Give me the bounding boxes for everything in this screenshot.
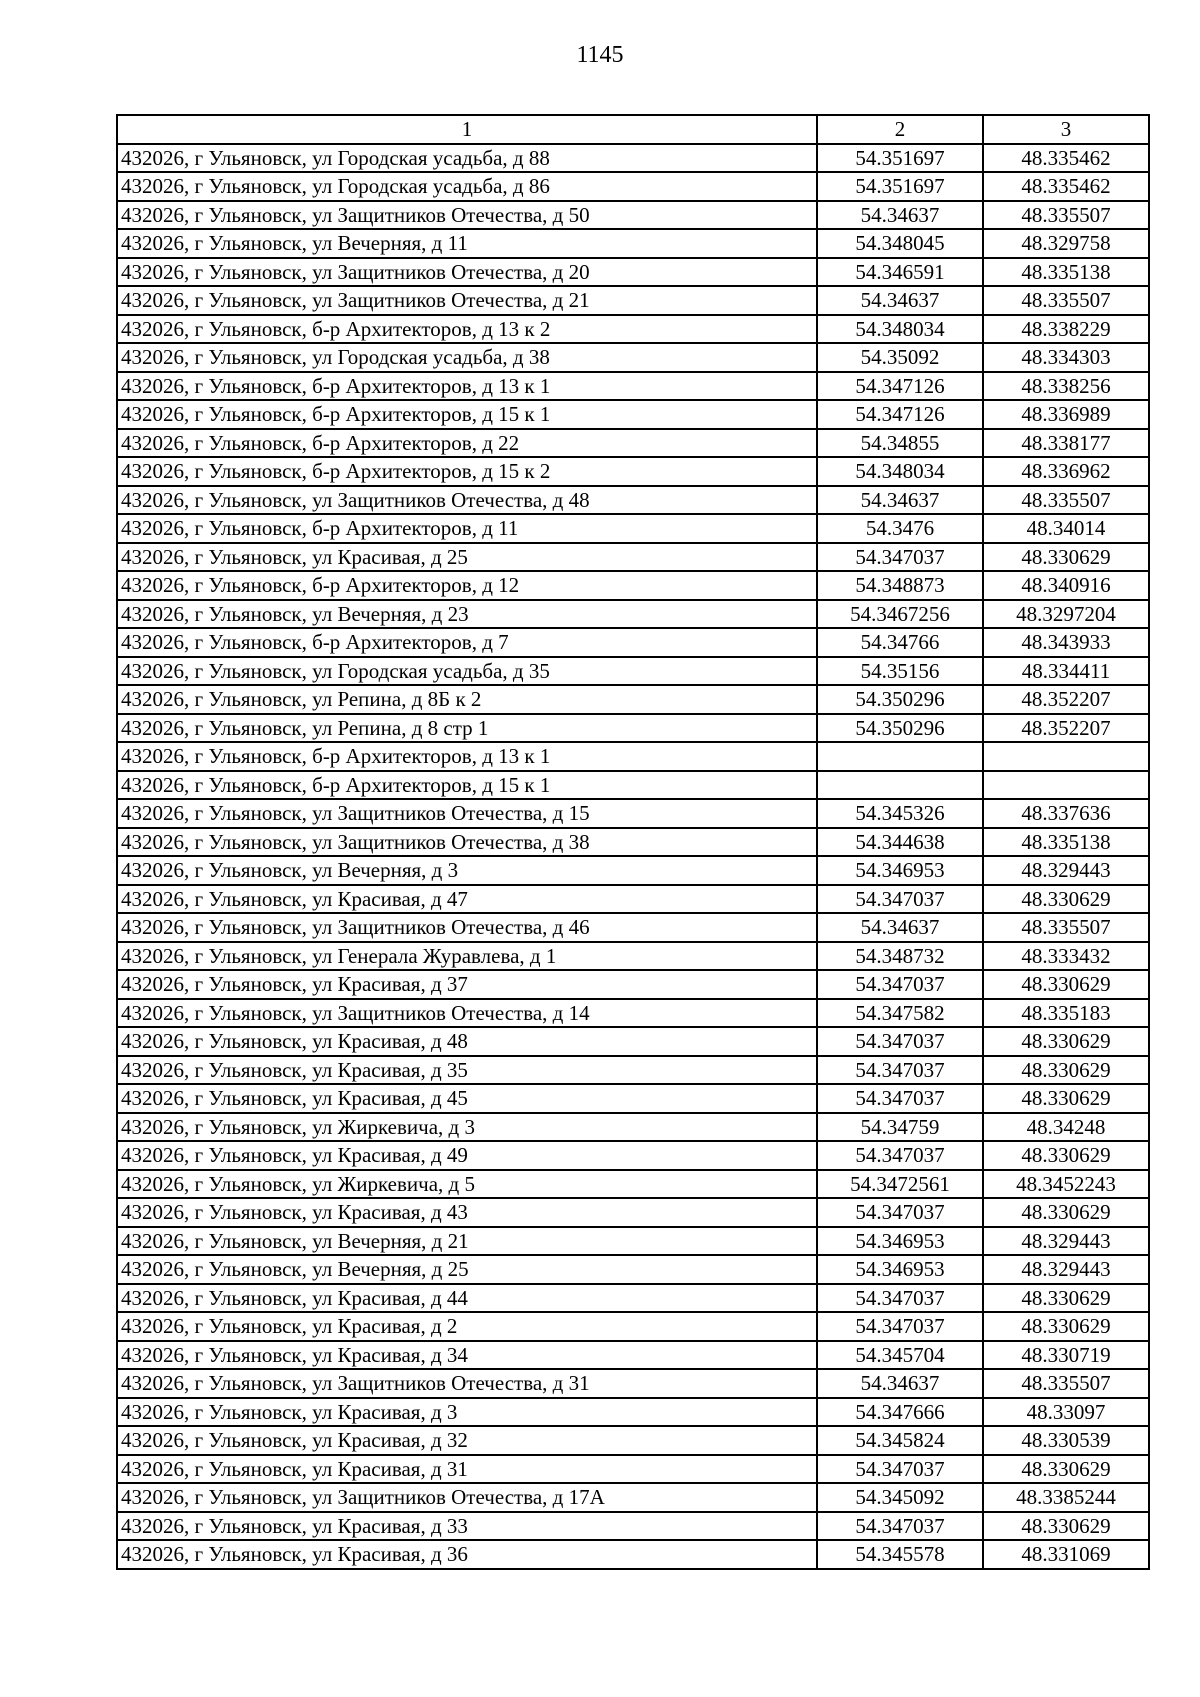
- table-row: [117, 486, 1149, 515]
- address-cell: 432026, г Ульяновск, ул Защитников Отечества, д 15: [117, 799, 817, 828]
- longitude-cell: 48.330539: [983, 1426, 1149, 1455]
- table-row: [117, 172, 1149, 201]
- longitude-cell: 48.329758: [983, 229, 1149, 258]
- table-row: [117, 1455, 1149, 1484]
- longitude-cell: 48.335462: [983, 172, 1149, 201]
- address-cell: 432026, г Ульяновск, ул Защитников Отечества, д 17А: [117, 1483, 817, 1512]
- latitude-cell: 54.346591: [817, 258, 983, 287]
- longitude-cell: 48.336962: [983, 457, 1149, 486]
- latitude-cell: 54.348034: [817, 457, 983, 486]
- latitude-cell: 54.348732: [817, 942, 983, 971]
- table-row: [117, 1141, 1149, 1170]
- table-row: [117, 771, 1149, 800]
- address-cell: 432026, г Ульяновск, ул Красивая, д 3: [117, 1398, 817, 1427]
- table-row: [117, 1084, 1149, 1113]
- address-cell: 432026, г Ульяновск, б-р Архитекторов, д 11: [117, 514, 817, 543]
- address-cell: 432026, г Ульяновск, б-р Архитекторов, д 15 к 1: [117, 771, 817, 800]
- address-cell: 432026, г Ульяновск, б-р Архитекторов, д 13 к 2: [117, 315, 817, 344]
- longitude-cell: 48.330629: [983, 1084, 1149, 1113]
- longitude-cell: 48.330629: [983, 1455, 1149, 1484]
- address-cell: 432026, г Ульяновск, ул Защитников Отечества, д 21: [117, 286, 817, 315]
- address-cell: 432026, г Ульяновск, ул Защитников Отечества, д 31: [117, 1369, 817, 1398]
- address-cell: 432026, г Ульяновск, ул Городская усадьба, д 88: [117, 144, 817, 173]
- table-row: [117, 628, 1149, 657]
- latitude-cell: 54.347037: [817, 885, 983, 914]
- table-row: [117, 400, 1149, 429]
- longitude-cell: 48.330629: [983, 1512, 1149, 1541]
- table-row: [117, 1341, 1149, 1370]
- longitude-cell: 48.330629: [983, 1312, 1149, 1341]
- longitude-cell: 48.334411: [983, 657, 1149, 686]
- longitude-cell: 48.329443: [983, 1255, 1149, 1284]
- address-cell: 432026, г Ульяновск, б-р Архитекторов, д 15 к 1: [117, 400, 817, 429]
- longitude-cell: 48.340916: [983, 571, 1149, 600]
- address-cell: 432026, г Ульяновск, ул Красивая, д 47: [117, 885, 817, 914]
- address-cell: 432026, г Ульяновск, ул Репина, д 8 стр 1: [117, 714, 817, 743]
- table-row: [117, 543, 1149, 572]
- address-cell: 432026, г Ульяновск, ул Городская усадьба, д 86: [117, 172, 817, 201]
- longitude-cell: 48.335507: [983, 486, 1149, 515]
- longitude-cell: 48.335507: [983, 913, 1149, 942]
- address-coordinates-table: [116, 114, 1150, 1570]
- longitude-cell: 48.333432: [983, 942, 1149, 971]
- longitude-cell: 48.330629: [983, 1141, 1149, 1170]
- longitude-cell: 48.338256: [983, 372, 1149, 401]
- table-row: [117, 1512, 1149, 1541]
- address-cell: 432026, г Ульяновск, ул Защитников Отечества, д 46: [117, 913, 817, 942]
- latitude-cell: 54.350296: [817, 685, 983, 714]
- table-row: [117, 1170, 1149, 1199]
- longitude-cell: 48.330719: [983, 1341, 1149, 1370]
- address-cell: 432026, г Ульяновск, ул Вечерняя, д 3: [117, 856, 817, 885]
- latitude-cell: 54.35156: [817, 657, 983, 686]
- address-cell: 432026, г Ульяновск, ул Красивая, д 49: [117, 1141, 817, 1170]
- address-cell: 432026, г Ульяновск, ул Защитников Отечества, д 50: [117, 201, 817, 230]
- latitude-cell: 54.351697: [817, 172, 983, 201]
- latitude-cell: 54.3467256: [817, 600, 983, 629]
- table-row: [117, 828, 1149, 857]
- table-body: [117, 115, 1149, 1569]
- longitude-cell: 48.352207: [983, 685, 1149, 714]
- longitude-cell: 48.33097: [983, 1398, 1149, 1427]
- address-cell: 432026, г Ульяновск, б-р Архитекторов, д 7: [117, 628, 817, 657]
- address-cell: 432026, г Ульяновск, ул Защитников Отечества, д 14: [117, 999, 817, 1028]
- latitude-cell: 54.34637: [817, 913, 983, 942]
- latitude-cell: [817, 771, 983, 800]
- latitude-cell: 54.34637: [817, 486, 983, 515]
- address-cell: 432026, г Ульяновск, ул Красивая, д 44: [117, 1284, 817, 1313]
- address-cell: 432026, г Ульяновск, ул Защитников Отечества, д 20: [117, 258, 817, 287]
- latitude-cell: 54.347037: [817, 1084, 983, 1113]
- table-row: [117, 1227, 1149, 1256]
- longitude-cell: 48.3297204: [983, 600, 1149, 629]
- table-row: [117, 514, 1149, 543]
- latitude-cell: [817, 742, 983, 771]
- address-cell: 432026, г Ульяновск, ул Генерала Журавлева, д 1: [117, 942, 817, 971]
- table-row: [117, 1426, 1149, 1455]
- table-row: [117, 229, 1149, 258]
- table-row: [117, 1027, 1149, 1056]
- address-cell: 432026, г Ульяновск, ул Красивая, д 35: [117, 1056, 817, 1085]
- latitude-cell: 54.34759: [817, 1113, 983, 1142]
- table-row: [117, 144, 1149, 173]
- column-header-1: 1: [117, 115, 817, 144]
- longitude-cell: [983, 742, 1149, 771]
- address-cell: 432026, г Ульяновск, ул Вечерняя, д 11: [117, 229, 817, 258]
- table-row: [117, 201, 1149, 230]
- table-row: [117, 286, 1149, 315]
- table-row: [117, 856, 1149, 885]
- latitude-cell: 54.348034: [817, 315, 983, 344]
- longitude-cell: 48.34014: [983, 514, 1149, 543]
- latitude-cell: 54.35092: [817, 343, 983, 372]
- address-cell: 432026, г Ульяновск, ул Красивая, д 25: [117, 543, 817, 572]
- longitude-cell: 48.331069: [983, 1540, 1149, 1569]
- longitude-cell: 48.329443: [983, 856, 1149, 885]
- page-number: 1145: [576, 42, 624, 68]
- longitude-cell: 48.335507: [983, 1369, 1149, 1398]
- table-row: [117, 315, 1149, 344]
- latitude-cell: 54.346953: [817, 1227, 983, 1256]
- longitude-cell: 48.335462: [983, 144, 1149, 173]
- address-cell: 432026, г Ульяновск, б-р Архитекторов, д 13 к 1: [117, 372, 817, 401]
- longitude-cell: 48.337636: [983, 799, 1149, 828]
- latitude-cell: 54.3472561: [817, 1170, 983, 1199]
- longitude-cell: 48.335183: [983, 999, 1149, 1028]
- table-row: [117, 571, 1149, 600]
- address-cell: 432026, г Ульяновск, б-р Архитекторов, д 22: [117, 429, 817, 458]
- table-row: [117, 714, 1149, 743]
- table-row: [117, 1056, 1149, 1085]
- longitude-cell: 48.330629: [983, 885, 1149, 914]
- address-cell: 432026, г Ульяновск, ул Вечерняя, д 21: [117, 1227, 817, 1256]
- address-cell: 432026, г Ульяновск, ул Красивая, д 31: [117, 1455, 817, 1484]
- address-cell: 432026, г Ульяновск, б-р Архитекторов, д 12: [117, 571, 817, 600]
- table-row: [117, 600, 1149, 629]
- address-cell: 432026, г Ульяновск, ул Вечерняя, д 25: [117, 1255, 817, 1284]
- longitude-cell: 48.329443: [983, 1227, 1149, 1256]
- address-cell: 432026, г Ульяновск, ул Жиркевича, д 5: [117, 1170, 817, 1199]
- latitude-cell: 54.345326: [817, 799, 983, 828]
- table-row: [117, 970, 1149, 999]
- latitude-cell: 54.347037: [817, 1056, 983, 1085]
- latitude-cell: 54.344638: [817, 828, 983, 857]
- latitude-cell: 54.348873: [817, 571, 983, 600]
- table-header-row: [117, 115, 1149, 144]
- latitude-cell: 54.346953: [817, 856, 983, 885]
- longitude-cell: 48.34248: [983, 1113, 1149, 1142]
- longitude-cell: 48.335138: [983, 828, 1149, 857]
- longitude-cell: 48.334303: [983, 343, 1149, 372]
- address-cell: 432026, г Ульяновск, ул Красивая, д 32: [117, 1426, 817, 1455]
- table-row: [117, 1198, 1149, 1227]
- longitude-cell: 48.3452243: [983, 1170, 1149, 1199]
- table-row: [117, 429, 1149, 458]
- address-cell: 432026, г Ульяновск, ул Красивая, д 2: [117, 1312, 817, 1341]
- address-cell: 432026, г Ульяновск, ул Красивая, д 37: [117, 970, 817, 999]
- longitude-cell: 48.330629: [983, 543, 1149, 572]
- latitude-cell: 54.346953: [817, 1255, 983, 1284]
- table-row: [117, 457, 1149, 486]
- address-cell: 432026, г Ульяновск, б-р Архитекторов, д 13 к 1: [117, 742, 817, 771]
- address-cell: 432026, г Ульяновск, ул Красивая, д 43: [117, 1198, 817, 1227]
- latitude-cell: 54.3476: [817, 514, 983, 543]
- table-row: [117, 1113, 1149, 1142]
- latitude-cell: 54.347037: [817, 970, 983, 999]
- address-cell: 432026, г Ульяновск, ул Жиркевича, д 3: [117, 1113, 817, 1142]
- table-row: [117, 1369, 1149, 1398]
- latitude-cell: 54.350296: [817, 714, 983, 743]
- latitude-cell: 54.34637: [817, 286, 983, 315]
- latitude-cell: 54.345092: [817, 1483, 983, 1512]
- latitude-cell: 54.347037: [817, 1455, 983, 1484]
- longitude-cell: 48.335507: [983, 286, 1149, 315]
- table-row: [117, 657, 1149, 686]
- longitude-cell: 48.330629: [983, 1198, 1149, 1227]
- latitude-cell: 54.347037: [817, 1198, 983, 1227]
- table-row: [117, 1255, 1149, 1284]
- table-row: [117, 685, 1149, 714]
- table-row: [117, 1284, 1149, 1313]
- longitude-cell: 48.338177: [983, 429, 1149, 458]
- longitude-cell: 48.330629: [983, 1284, 1149, 1313]
- address-cell: 432026, г Ульяновск, ул Красивая, д 33: [117, 1512, 817, 1541]
- address-cell: 432026, г Ульяновск, ул Красивая, д 45: [117, 1084, 817, 1113]
- table-row: [117, 999, 1149, 1028]
- address-cell: 432026, г Ульяновск, ул Репина, д 8Б к 2: [117, 685, 817, 714]
- longitude-cell: 48.343933: [983, 628, 1149, 657]
- table-row: [117, 942, 1149, 971]
- latitude-cell: 54.347037: [817, 1512, 983, 1541]
- latitude-cell: 54.34637: [817, 201, 983, 230]
- address-cell: 432026, г Ульяновск, ул Красивая, д 48: [117, 1027, 817, 1056]
- table-row: [117, 1483, 1149, 1512]
- latitude-cell: 54.347126: [817, 400, 983, 429]
- table-row: [117, 258, 1149, 287]
- address-cell: 432026, г Ульяновск, ул Защитников Отечества, д 48: [117, 486, 817, 515]
- latitude-cell: 54.345824: [817, 1426, 983, 1455]
- longitude-cell: 48.336989: [983, 400, 1149, 429]
- table-row: [117, 1540, 1149, 1569]
- latitude-cell: 54.347037: [817, 543, 983, 572]
- table-row: [117, 799, 1149, 828]
- longitude-cell: 48.330629: [983, 1027, 1149, 1056]
- longitude-cell: 48.3385244: [983, 1483, 1149, 1512]
- table-row: [117, 742, 1149, 771]
- latitude-cell: 54.348045: [817, 229, 983, 258]
- table-row: [117, 1398, 1149, 1427]
- address-cell: 432026, г Ульяновск, ул Городская усадьба, д 35: [117, 657, 817, 686]
- address-cell: 432026, г Ульяновск, ул Городская усадьба, д 38: [117, 343, 817, 372]
- address-cell: 432026, г Ульяновск, ул Красивая, д 34: [117, 1341, 817, 1370]
- table-row: [117, 372, 1149, 401]
- longitude-cell: 48.352207: [983, 714, 1149, 743]
- latitude-cell: 54.347582: [817, 999, 983, 1028]
- longitude-cell: 48.335507: [983, 201, 1149, 230]
- column-header-3: 3: [983, 115, 1149, 144]
- latitude-cell: 54.345704: [817, 1341, 983, 1370]
- address-cell: 432026, г Ульяновск, ул Защитников Отечества, д 38: [117, 828, 817, 857]
- latitude-cell: 54.345578: [817, 1540, 983, 1569]
- table-row: [117, 913, 1149, 942]
- longitude-cell: 48.330629: [983, 1056, 1149, 1085]
- longitude-cell: 48.330629: [983, 970, 1149, 999]
- latitude-cell: 54.347126: [817, 372, 983, 401]
- table-row: [117, 1312, 1149, 1341]
- latitude-cell: 54.347037: [817, 1284, 983, 1313]
- longitude-cell: 48.338229: [983, 315, 1149, 344]
- table-row: [117, 885, 1149, 914]
- address-cell: 432026, г Ульяновск, ул Вечерняя, д 23: [117, 600, 817, 629]
- table-row: [117, 343, 1149, 372]
- latitude-cell: 54.34855: [817, 429, 983, 458]
- latitude-cell: 54.347037: [817, 1141, 983, 1170]
- latitude-cell: 54.347037: [817, 1312, 983, 1341]
- latitude-cell: 54.351697: [817, 144, 983, 173]
- longitude-cell: 48.335138: [983, 258, 1149, 287]
- latitude-cell: 54.347666: [817, 1398, 983, 1427]
- address-cell: 432026, г Ульяновск, б-р Архитекторов, д 15 к 2: [117, 457, 817, 486]
- column-header-2: 2: [817, 115, 983, 144]
- longitude-cell: [983, 771, 1149, 800]
- latitude-cell: 54.34766: [817, 628, 983, 657]
- latitude-cell: 54.34637: [817, 1369, 983, 1398]
- latitude-cell: 54.347037: [817, 1027, 983, 1056]
- address-cell: 432026, г Ульяновск, ул Красивая, д 36: [117, 1540, 817, 1569]
